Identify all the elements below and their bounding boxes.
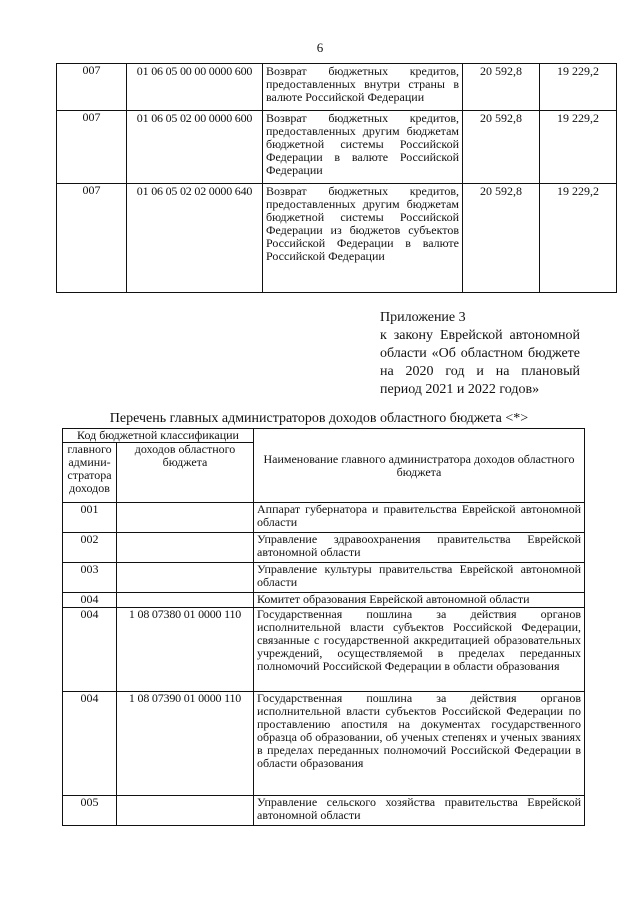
administrators-table bbox=[62, 428, 585, 826]
appendix-line: области «Об областном бюджете bbox=[380, 346, 580, 361]
admin-name: Комитет образования Еврейской автономной области bbox=[254, 593, 585, 608]
income-code bbox=[117, 503, 254, 533]
table-row bbox=[63, 533, 585, 563]
income-code: 1 08 07390 01 0000 110 bbox=[117, 692, 254, 796]
admin-code: 004 bbox=[63, 593, 117, 608]
admin-code: 002 bbox=[63, 533, 117, 563]
admin-code: 007 bbox=[57, 184, 127, 293]
admin-code: 004 bbox=[63, 608, 117, 692]
admin-name: Аппарат губернатора и правительства Еврейской автономной области bbox=[254, 503, 585, 533]
table-row bbox=[63, 796, 585, 826]
row-name: Возврат бюджетных кредитов, предоставленных другим бюджетам бюджетной системы Российской Федерации из бюджетов субъектов Российской Федерации в валюте Российской Федерации bbox=[263, 184, 463, 293]
row-name: Возврат бюджетных кредитов, предоставленных другим бюджетам бюджетной системы Российской Федерации в валюте Российской Федерации bbox=[263, 111, 463, 184]
value-2021: 20 592,8 bbox=[463, 184, 540, 293]
appendix-line: к закону Еврейской автономной bbox=[380, 328, 580, 343]
budget-code: 01 06 05 02 00 0000 600 bbox=[127, 111, 263, 184]
admin-code: 005 bbox=[63, 796, 117, 826]
header-admin: главного админи-стратора доходов bbox=[63, 443, 117, 503]
admin-code: 003 bbox=[63, 563, 117, 593]
appendix-line: период 2021 и 2022 годов» bbox=[380, 382, 540, 397]
admin-code: 007 bbox=[57, 111, 127, 184]
value-2021: 20 592,8 bbox=[463, 111, 540, 184]
admin-name: Управление здравоохранения правительства Еврейской автономной области bbox=[254, 533, 585, 563]
admin-name: Государственная пошлина за действия органов исполнительной власти субъектов Российской Федерации по проставлению апостиля на документах государственного образца об образовании, об ученых степенях и ученых званиях в пределах переданных полномочий Российской Федерации в области образования bbox=[254, 692, 585, 796]
header-code-group: Код бюджетной классификации bbox=[63, 429, 254, 443]
appendix-caption bbox=[380, 309, 580, 399]
table-row bbox=[57, 64, 617, 111]
table-row bbox=[57, 184, 617, 293]
income-code bbox=[117, 563, 254, 593]
row-name: Возврат бюджетных кредитов, предоставленных внутри страны в валюте Российской Федерации bbox=[263, 64, 463, 111]
admin-name: Государственная пошлина за действия органов исполнительной власти субъектов Российской Федерации, связанные с государственной аккредитацией образовательных учреждений, осуществляемой в пределах переданных полномочий Российской Федерации в области образования bbox=[254, 608, 585, 692]
page-number: 6 bbox=[316, 40, 324, 55]
table-title: Перечень главных администраторов доходов областного бюджета <*> bbox=[109, 411, 529, 426]
header-income: доходов областного бюджета bbox=[117, 443, 254, 503]
admin-code: 007 bbox=[57, 64, 127, 111]
admin-code: 004 bbox=[63, 692, 117, 796]
value-2022: 19 229,2 bbox=[540, 184, 617, 293]
value-2022: 19 229,2 bbox=[540, 111, 617, 184]
header-name: Наименование главного администратора доходов областного бюджета bbox=[254, 429, 585, 503]
value-2021: 20 592,8 bbox=[463, 64, 540, 111]
table-row bbox=[63, 692, 585, 796]
admin-name: Управление сельского хозяйства правительства Еврейской автономной области bbox=[254, 796, 585, 826]
table-row bbox=[63, 608, 585, 692]
table-row bbox=[57, 111, 617, 184]
table-row bbox=[63, 563, 585, 593]
income-code: 1 08 07380 01 0000 110 bbox=[117, 608, 254, 692]
table-row bbox=[63, 593, 585, 608]
appendix-title: Приложение 3 bbox=[380, 310, 466, 325]
income-code bbox=[117, 593, 254, 608]
budget-code: 01 06 05 00 00 0000 600 bbox=[127, 64, 263, 111]
income-code bbox=[117, 533, 254, 563]
appendix-line: на 2020 год и на плановый bbox=[380, 364, 580, 379]
admin-code: 001 bbox=[63, 503, 117, 533]
sources-financing-table bbox=[56, 63, 617, 293]
admin-name: Управление культуры правительства Еврейской автономной области bbox=[254, 563, 585, 593]
table-row bbox=[63, 503, 585, 533]
income-code bbox=[117, 796, 254, 826]
budget-code: 01 06 05 02 02 0000 640 bbox=[127, 184, 263, 293]
value-2022: 19 229,2 bbox=[540, 64, 617, 111]
